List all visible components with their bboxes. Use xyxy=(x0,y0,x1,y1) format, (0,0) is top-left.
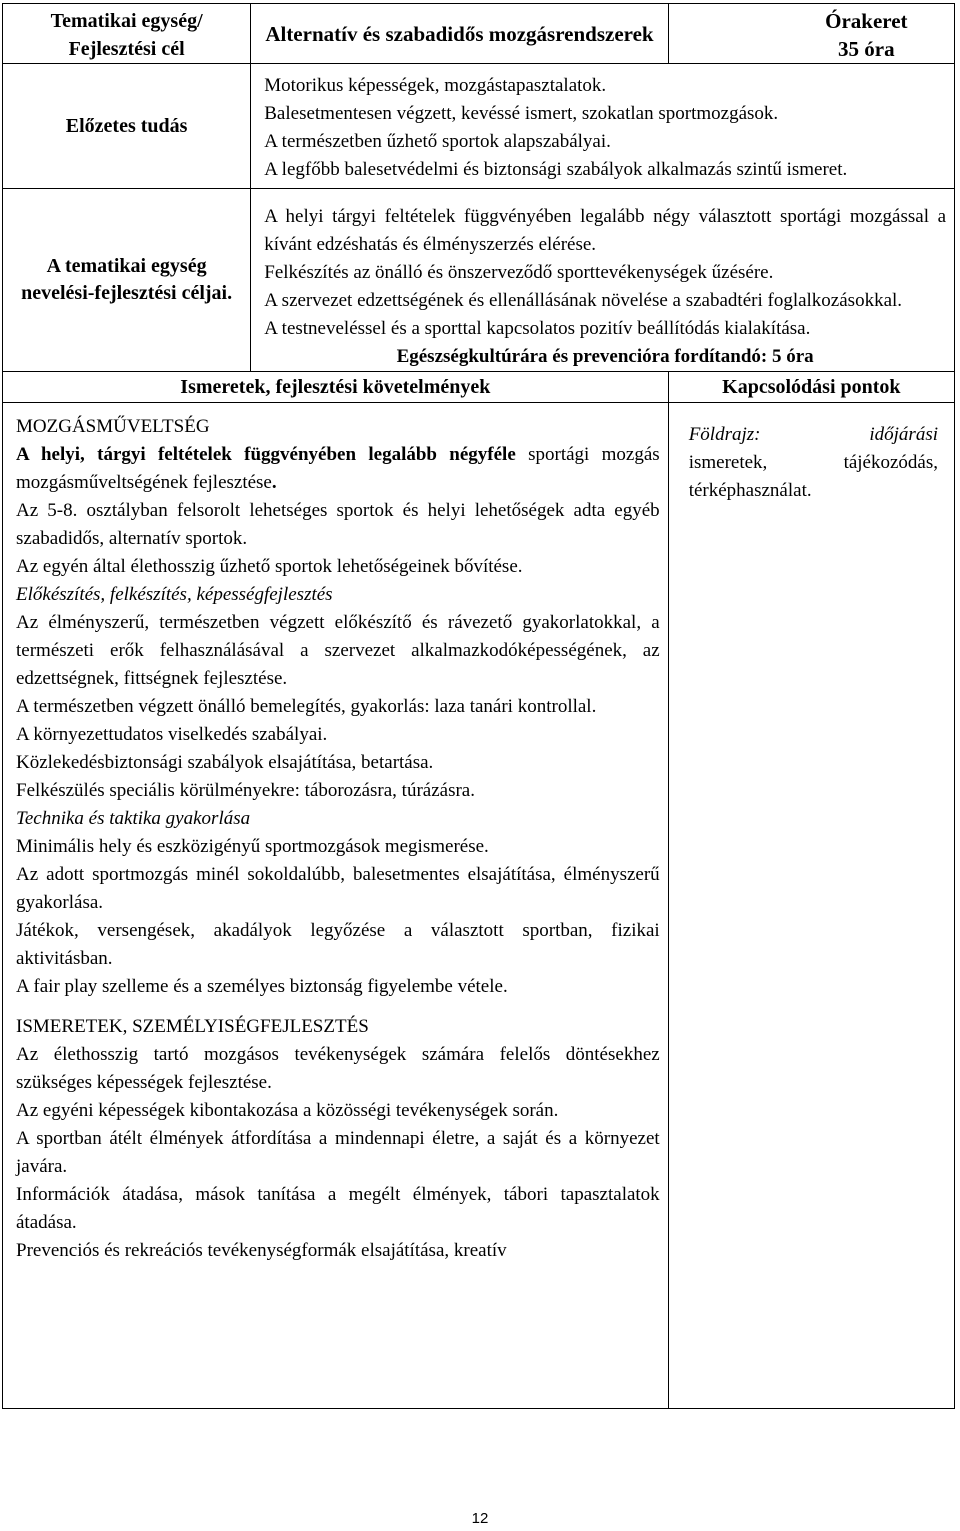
subheading-technique: Technika és taktika gyakorlása xyxy=(16,808,251,829)
requirements-heading: Ismeretek, fejlesztési követelmények xyxy=(3,372,669,403)
links-line xyxy=(689,449,938,477)
section-title-knowledge: ISMERETEK, SZEMÉLYISÉGFEJLESZTÉS xyxy=(16,1016,369,1037)
requirements-content xyxy=(3,403,669,1409)
prior-knowledge-label: Előzetes tudás xyxy=(3,64,251,189)
links-topic: időjárási xyxy=(869,424,938,445)
hours-label: Órakeret xyxy=(825,9,908,33)
paragraph: Az adott sportmozgás minél sokoldalúbb, balesetmentes elsajátítása, élményszerű gyakorlása. xyxy=(16,864,660,913)
subheading-preparation: Előkészítés, felkészítés, képességfejlesztés xyxy=(16,584,333,605)
header-row xyxy=(3,4,955,64)
prior-line: Balesetmentesen végzett, kevéssé ismert, szokatlan sportmozgások. xyxy=(264,103,779,124)
paragraph: Az élethosszig tartó mozgásos tevékenységek számára felelős döntésekhez szükséges képességek fejlesztése. xyxy=(16,1044,660,1093)
links-line: térképhasználat. xyxy=(688,480,812,501)
goal-line: Felkészítés az önálló és önszerveződő sporttevékenységek űzésére. xyxy=(264,262,774,283)
intro-paragraph xyxy=(16,441,660,497)
links-content xyxy=(668,403,954,1409)
paragraph: Az élményszerű, természetben végzett előkészítő és rávezető gyakorlatokkal, a természeti erők felhasználásával a szervezet alkalmazkodóképességének, az edzettségnek, fittségnek fejlesztése. xyxy=(16,612,660,689)
goals-label: A tematikai egység nevelési-fejlesztési céljai. xyxy=(3,189,251,372)
paragraph: Az egyén által élethosszig űzhető sportok lehetőségeinek bővítése. xyxy=(16,556,523,577)
paragraph: Az egyéni képességek kibontakozása a közösségi tevékenységek során. xyxy=(16,1100,559,1121)
prior-line: A természetben űzhető sportok alapszabályai. xyxy=(264,131,611,152)
prior-knowledge-row xyxy=(3,64,955,189)
goal-line: A szervezet edzettségének és ellenállásának növelése a szabadtéri foglalkozásokkal. xyxy=(264,290,903,311)
column-heading-row xyxy=(3,372,955,403)
goals-row xyxy=(3,189,955,372)
paragraph: Közlekedésbiztonsági szabályok elsajátítása, betartása. xyxy=(16,752,434,773)
paragraph: A környezettudatos viselkedés szabályai. xyxy=(16,724,328,745)
links-subject: Földrajz: xyxy=(688,424,761,445)
body-row xyxy=(3,403,955,1409)
paragraph: Játékok, versengések, akadályok legyőzése a választott sportban, fizikai aktivitásban. xyxy=(16,920,660,969)
intro-dot: . xyxy=(271,472,277,493)
header-col1-line2: Fejlesztési cél xyxy=(68,38,185,60)
page-number: 12 xyxy=(471,1510,489,1527)
header-hours-cell xyxy=(668,4,954,64)
paragraph: Minimális hely és eszközigényű sportmozgások megismerése. xyxy=(16,836,489,857)
links-line xyxy=(689,421,938,449)
intro-bold: A helyi, tárgyi feltételek függvényében legalább négyféle xyxy=(16,444,516,465)
paragraph: Felkészülés speciális körülményekre: táborozásra, túrázásra. xyxy=(16,780,475,801)
paragraph: A természetben végzett önálló bemelegítés, gyakorlás: laza tanári kontrollal. xyxy=(16,696,597,717)
links-word: ismeretek, xyxy=(688,452,768,473)
links-word: tájékozódás, xyxy=(843,452,938,473)
header-col1 xyxy=(3,4,251,64)
header-title-cell xyxy=(251,4,668,64)
section-title-movement: MOZGÁSMŰVELTSÉG xyxy=(16,416,210,437)
links-heading: Kapcsolódási pontok xyxy=(668,372,954,403)
health-hours: Egészségkultúrára és prevencióra fordítandó: 5 óra xyxy=(396,346,814,367)
prior-line: Motorikus képességek, mozgástapasztalatok. xyxy=(264,75,607,96)
goal-line: A helyi tárgyi feltételek függvényében legalább négy választott sportági mozgással a kívánt edzéshatás és élményszerzés elérése. xyxy=(264,206,946,255)
header-col1-line1: Tematikai egység/ xyxy=(50,10,203,32)
goals-content xyxy=(251,189,955,372)
curriculum-table xyxy=(2,3,955,1409)
paragraph: A fair play szelleme és a személyes biztonság figyelembe vétele. xyxy=(16,976,508,997)
intro-rest: sportági mozgás mozgásműveltségének fejlesztése xyxy=(16,444,660,493)
paragraph: A sportban átélt élmények átfordítása a mindennapi életre, a saját és a környezet javára. xyxy=(16,1128,660,1177)
paragraph: Az 5-8. osztályban felsorolt lehetséges sportok és helyi lehetőségek adta egyéb szabadidős, alternatív sportok. xyxy=(16,500,660,549)
prior-line: A legfőbb balesetvédelmi és biztonsági szabályok alkalmazás szintű ismeret. xyxy=(264,159,848,180)
paragraph: Prevenciós és rekreációs tevékenységformák elsajátítása, kreatív xyxy=(16,1240,507,1261)
hours-value: 35 óra xyxy=(838,37,895,61)
prior-knowledge-content xyxy=(251,64,955,189)
unit-title: Alternatív és szabadidős mozgásrendszerek xyxy=(265,21,654,46)
goal-line: A testneveléssel és a sporttal kapcsolatos pozitív beállítódás kialakítása. xyxy=(264,318,811,339)
paragraph: Információk átadása, mások tanítása a megélt élmények, tábori tapasztalatok átadása. xyxy=(16,1184,660,1233)
